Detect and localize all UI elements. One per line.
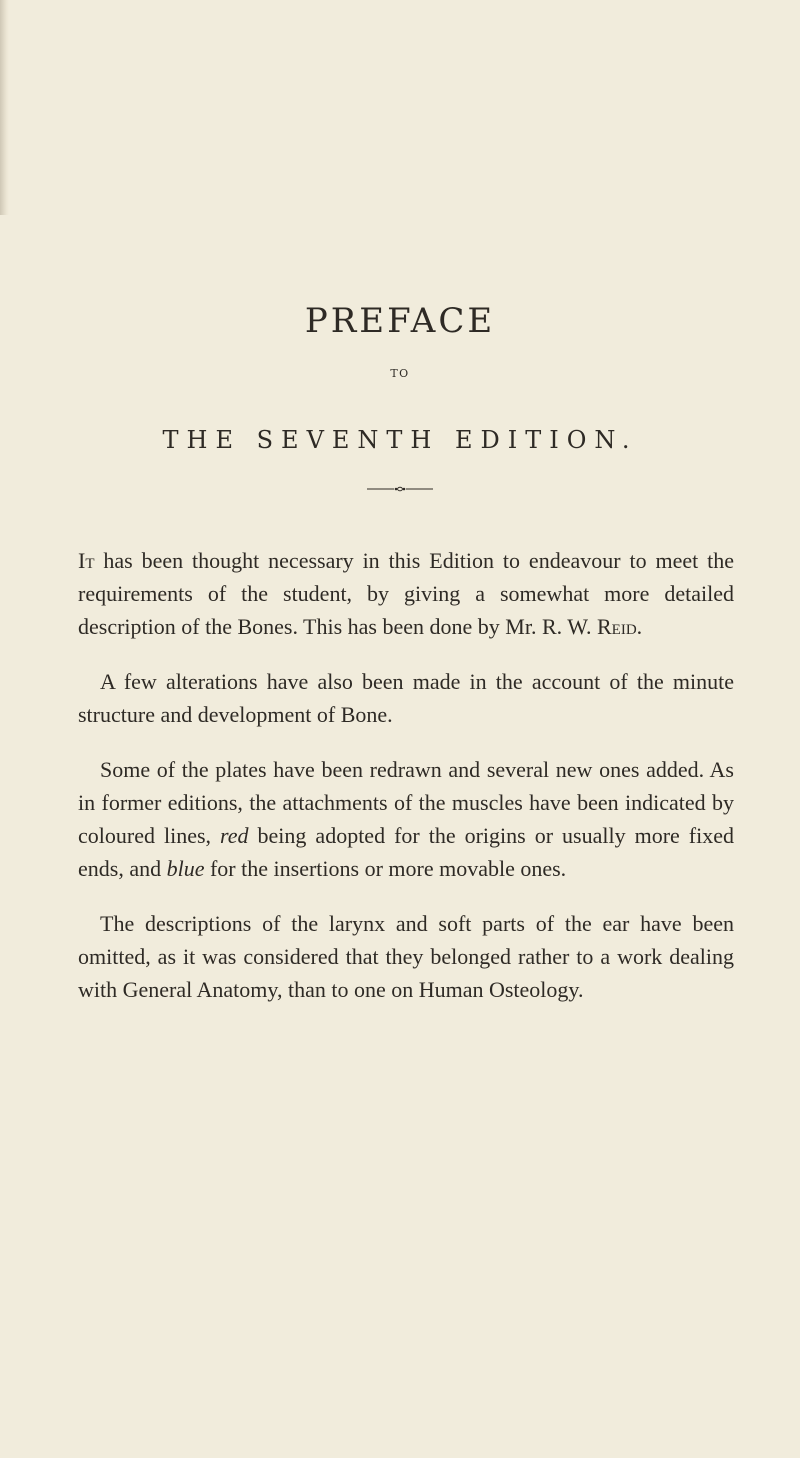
edition-subtitle: THE SEVENTH EDITION. — [162, 425, 638, 454]
paragraph-2: A few alterations have also been made in the account of the minute structure and development of Bone. — [78, 669, 734, 727]
paragraph-3-text-b: being adopted for the origins or usually more fixed ends, and — [78, 823, 734, 881]
page-title: PREFACE — [304, 301, 496, 341]
red-term: red — [220, 823, 249, 848]
title-connector: TO — [390, 367, 410, 380]
blue-term: blue — [166, 856, 205, 881]
paragraph-1 — [78, 544, 734, 643]
page-edge-shadow — [0, 0, 9, 215]
paragraph-1-end: . — [636, 614, 643, 639]
paragraph-1-text: has been thought necessary in this Edition to endeavour to meet the requirements of the student, by giving a somewhat more detailed description of the Bones. This has been done by Mr. — [78, 548, 734, 639]
author-name: R. W. Reid — [541, 614, 637, 639]
divider-ornament — [367, 486, 433, 492]
paragraph-4: The descriptions of the larynx and soft parts of the ear have been omitted, as it was considered that they belonged rather to a work dealing with General Anatomy, than to one on Human Osteology. — [78, 911, 734, 1002]
preface-body — [78, 544, 734, 1028]
paragraph-1-lead: It — [78, 548, 95, 573]
paragraph-3-text-c: for the insertions or more movable ones. — [204, 856, 567, 881]
paragraph-3 — [78, 753, 734, 885]
paragraph-3-text-a: Some of the plates have been redrawn and several new ones added. As in former editions, the attachments of the muscles have been indicated by coloured lines, — [78, 757, 734, 848]
